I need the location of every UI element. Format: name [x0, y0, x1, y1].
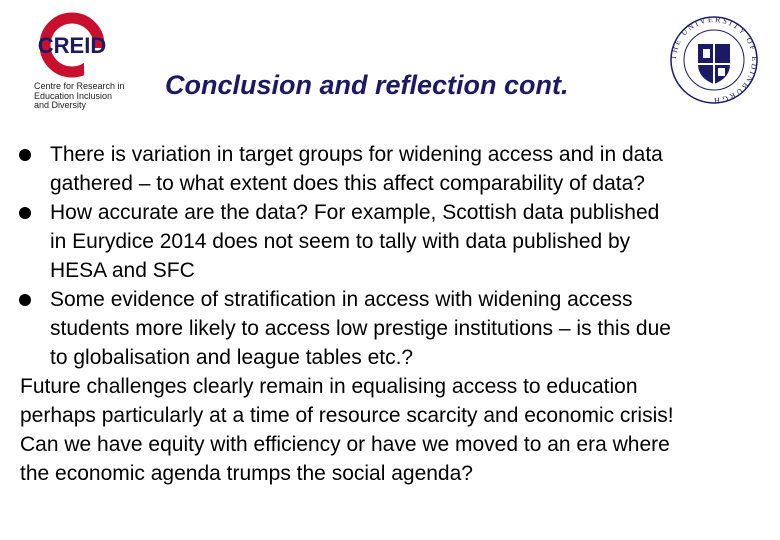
bullet-item [20, 140, 776, 198]
conclusion-paragraph [20, 372, 776, 488]
bullet-line: gathered – to what extent does this affect comparability of data? [50, 172, 645, 195]
bullet-item [20, 198, 776, 285]
university-seal [664, 14, 764, 109]
bullet-line: students more likely to access low prestige institutions – is this due [50, 317, 671, 340]
bullet-icon [19, 149, 31, 161]
bullet-line: HESA and SFC [50, 259, 195, 282]
creid-caption-line: Education Inclusion [34, 90, 113, 101]
creid-caption [34, 82, 144, 111]
bullet-icon [19, 294, 31, 306]
bullet-line: How accurate are the data? For example, Scottish data published [50, 201, 660, 224]
creid-caption-line: and Diversity [34, 100, 87, 110]
paragraph-line: Future challenges clearly remain in equalising access to education [20, 375, 638, 398]
bullet-icon [19, 207, 31, 219]
creid-logo-mark [36, 10, 116, 80]
paragraph-line: perhaps particularly at a time of resource scarcity and economic crisis! [20, 404, 674, 427]
slide-content [20, 140, 776, 488]
slide-title: Conclusion and reflection cont. [165, 70, 569, 100]
creid-logo [22, 10, 142, 110]
bullet-item [20, 285, 776, 372]
bullet-line: Some evidence of stratification in access with widening access [50, 288, 633, 311]
paragraph-line: Can we have equity with efficiency or have we moved to an era where [20, 433, 670, 456]
creid-logo-text: CREID [37, 33, 107, 58]
bullet-line: in Eurydice 2014 does not seem to tally with data published by [50, 230, 631, 253]
bullet-line: to globalisation and league tables etc.? [50, 346, 414, 369]
paragraph-line: the economic agenda trumps the social agenda? [20, 462, 473, 485]
university-seal-icon [664, 14, 764, 104]
bullet-line: There is variation in target groups for widening access and in data [50, 143, 663, 166]
creid-caption-line: Centre for Research in [34, 81, 125, 91]
university-seal-text: THE UNIVERSITY OF EDINBURGH [668, 14, 760, 104]
